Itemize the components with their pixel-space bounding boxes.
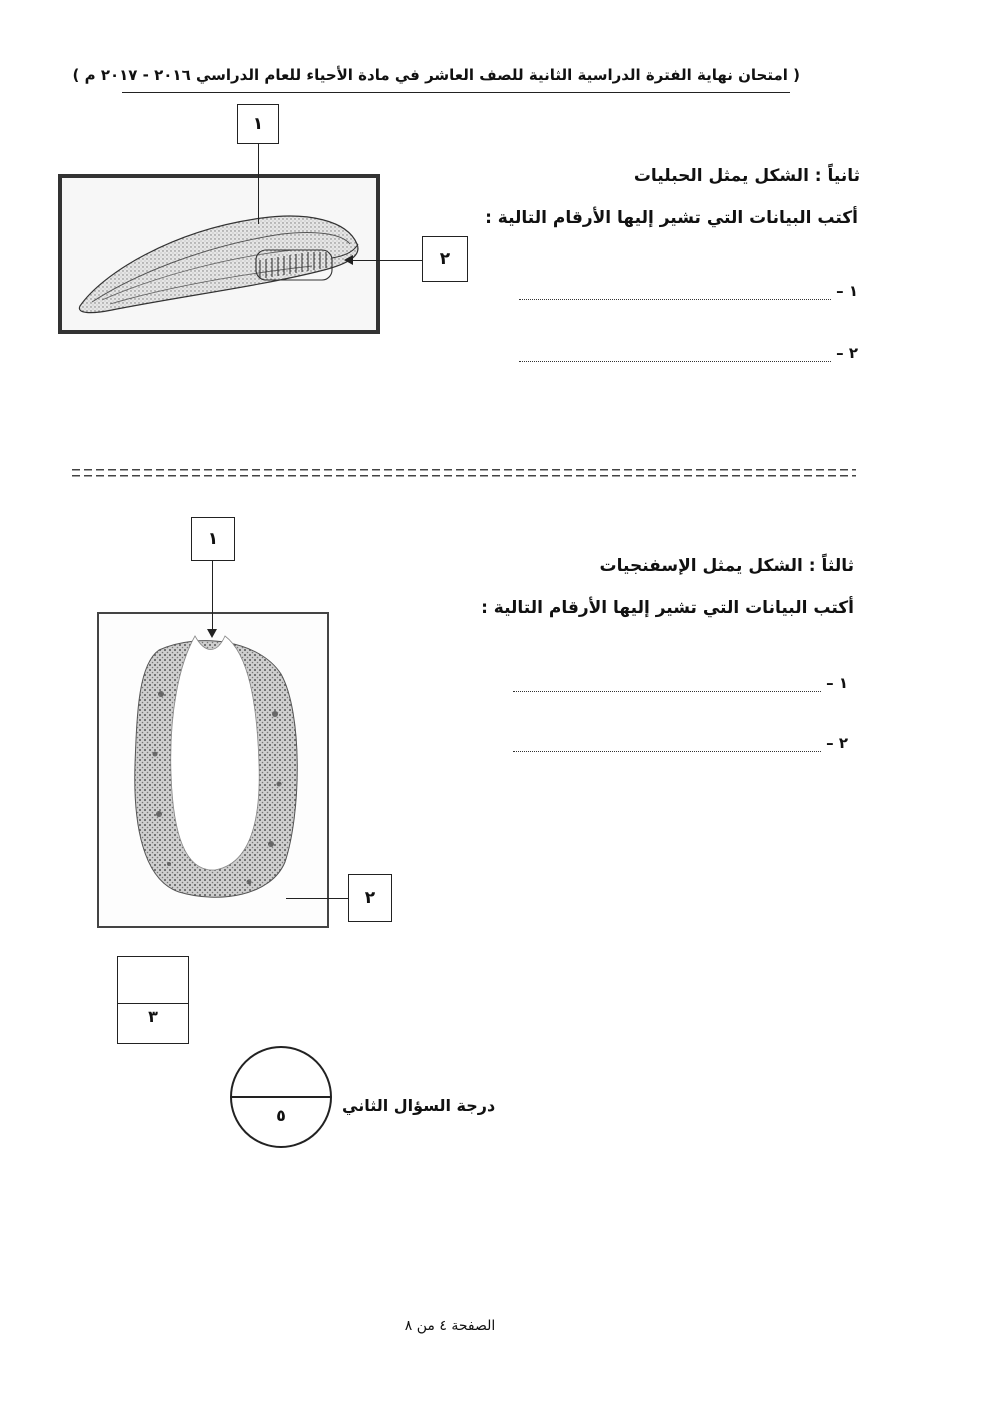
question-title-sponges: ثالثاً : الشكل يمثل الإسفنجيات [599,556,854,576]
sponge-illustration [99,614,327,926]
question-score-label: درجة السؤال الثاني [342,1096,496,1115]
figure-label-1: ١ [237,104,279,144]
header-underline [122,92,790,93]
answer-number-2b: ٢ – [826,734,848,752]
question-title-chordates: ثانياً : الشكل يمثل الحبليات [633,166,860,186]
answer-blank-2b[interactable] [513,750,821,752]
section-divider [72,466,856,480]
figure-label-2: ٢ [422,236,468,282]
exam-header: ( امتحان نهاية الفترة الدراسية الثانية للصف العاشر في مادة الأحياء للعام الدراسي ٢٠١٦ - ٢٠١٧ م ) [72,66,800,84]
score-box-divider [118,1003,188,1004]
pointer-line-2 [350,260,422,261]
score-circle-max: ٥ [276,1106,286,1125]
sponge-figure-frame [97,612,329,928]
answer-line-1b[interactable] [513,674,848,692]
arrow-head-2 [344,255,353,265]
score-box-max: ٣ [148,1007,158,1026]
answer-blank-1[interactable] [519,298,831,300]
figure-label-1b: ١ [191,517,235,561]
chordate-figure-frame [58,174,380,334]
pointer-line-1b [212,561,213,631]
figure-label-2b: ٢ [348,874,392,922]
pointer-line-1 [258,142,259,224]
answer-number-1b: ١ – [826,674,848,692]
answer-number-2: ٢ – [836,344,858,362]
question-instruction-sponges: أكتب البيانات التي تشير إليها الأرقام التالية : [481,598,854,618]
score-box [117,956,189,1044]
pointer-line-2b [286,898,348,899]
arrow-head-1b [207,629,217,638]
answer-blank-2[interactable] [519,360,831,362]
page-number: الصفحة ٤ من ٨ [404,1318,496,1334]
score-circle-divider [232,1096,330,1098]
answer-line-2[interactable] [519,344,858,362]
question-score-circle [230,1046,332,1148]
question-instruction-chordates: أكتب البيانات التي تشير إليها الأرقام التالية : [485,208,858,228]
answer-blank-1b[interactable] [513,690,821,692]
answer-line-2b[interactable] [513,734,848,752]
answer-line-1[interactable] [519,282,858,300]
answer-number-1: ١ – [836,282,858,300]
amphioxus-illustration [62,178,376,330]
